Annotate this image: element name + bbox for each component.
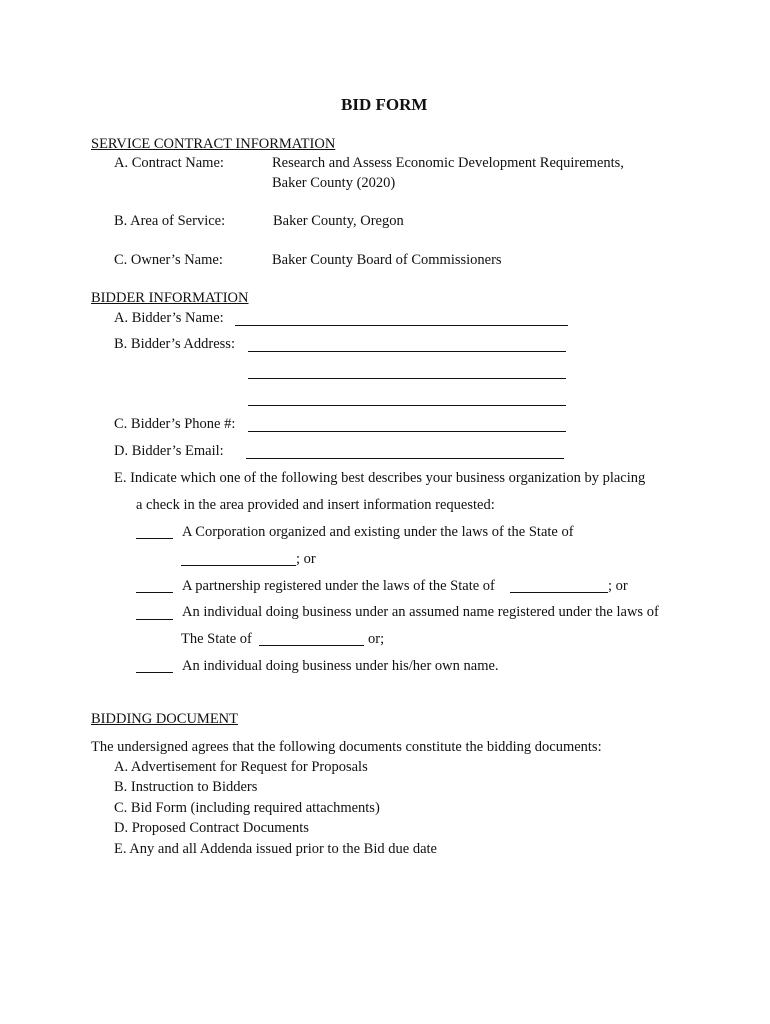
- org-instruction-line1: E. Indicate which one of the following best describes your business organization by placing: [114, 470, 646, 486]
- bidding-doc-item: E. Any and all Addenda issued prior to the Bid due date: [114, 841, 437, 857]
- corporation-state-field[interactable]: [181, 565, 296, 566]
- individual-option-text: An individual doing business under his/her own name.: [182, 658, 499, 674]
- bidder-address-label: B. Bidder’s Address:: [114, 336, 235, 352]
- contract-name-value-line2: Baker County (2020): [272, 175, 396, 191]
- owner-name-label: C. Owner’s Name:: [114, 252, 223, 268]
- service-heading: SERVICE CONTRACT INFORMATION: [91, 136, 336, 152]
- assumed-name-option-text: An individual doing business under an assumed name registered under the laws of: [182, 604, 659, 620]
- assumed-name-checkbox[interactable]: [136, 619, 173, 620]
- partnership-option-end: ; or: [608, 578, 628, 594]
- corporation-option-end: ; or: [296, 551, 316, 567]
- partnership-option-text: A partnership registered under the laws of the State of: [182, 578, 495, 594]
- partnership-checkbox[interactable]: [136, 592, 173, 593]
- corporation-checkbox[interactable]: [136, 538, 173, 539]
- org-instruction-line2: a check in the area provided and insert information requested:: [136, 497, 495, 513]
- area-of-service-value: Baker County, Oregon: [273, 213, 404, 229]
- owner-name-value: Baker County Board of Commissioners: [272, 252, 502, 268]
- bidding-doc-item: A. Advertisement for Request for Proposals: [114, 759, 368, 775]
- corporation-option-text: A Corporation organized and existing under the laws of the State of: [182, 524, 574, 540]
- bidder-email-field[interactable]: [246, 458, 564, 459]
- bidder-name-field[interactable]: [235, 325, 568, 326]
- bidding-heading: BIDDING DOCUMENT: [91, 711, 239, 727]
- partnership-state-field[interactable]: [510, 592, 608, 593]
- bidder-phone-field[interactable]: [248, 431, 566, 432]
- bidder-phone-label: C. Bidder’s Phone #:: [114, 416, 236, 432]
- assumed-name-option-end: or;: [368, 631, 385, 647]
- bidder-heading: BIDDER INFORMATION: [91, 290, 249, 306]
- contract-name-label: A. Contract Name:: [114, 155, 224, 171]
- area-of-service-label: B. Area of Service:: [114, 213, 226, 229]
- page-title: BID FORM: [341, 95, 428, 114]
- bidder-name-label: A. Bidder’s Name:: [114, 310, 224, 326]
- individual-checkbox[interactable]: [136, 672, 173, 673]
- bidding-intro: The undersigned agrees that the following documents constitute the bidding documents:: [91, 739, 602, 755]
- bidding-doc-item: C. Bid Form (including required attachments): [114, 800, 380, 816]
- bidder-email-label: D. Bidder’s Email:: [114, 443, 224, 459]
- bidding-doc-item: D. Proposed Contract Documents: [114, 820, 309, 836]
- assumed-name-state-prefix: The State of: [181, 631, 252, 647]
- assumed-name-state-field[interactable]: [259, 645, 364, 646]
- bidder-address-field-3[interactable]: [248, 405, 566, 406]
- bidder-address-field-2[interactable]: [248, 378, 566, 379]
- bidder-address-field-1[interactable]: [248, 351, 566, 352]
- contract-name-value-line1: Research and Assess Economic Development Requirements,: [272, 155, 624, 171]
- bidding-doc-item: B. Instruction to Bidders: [114, 779, 258, 795]
